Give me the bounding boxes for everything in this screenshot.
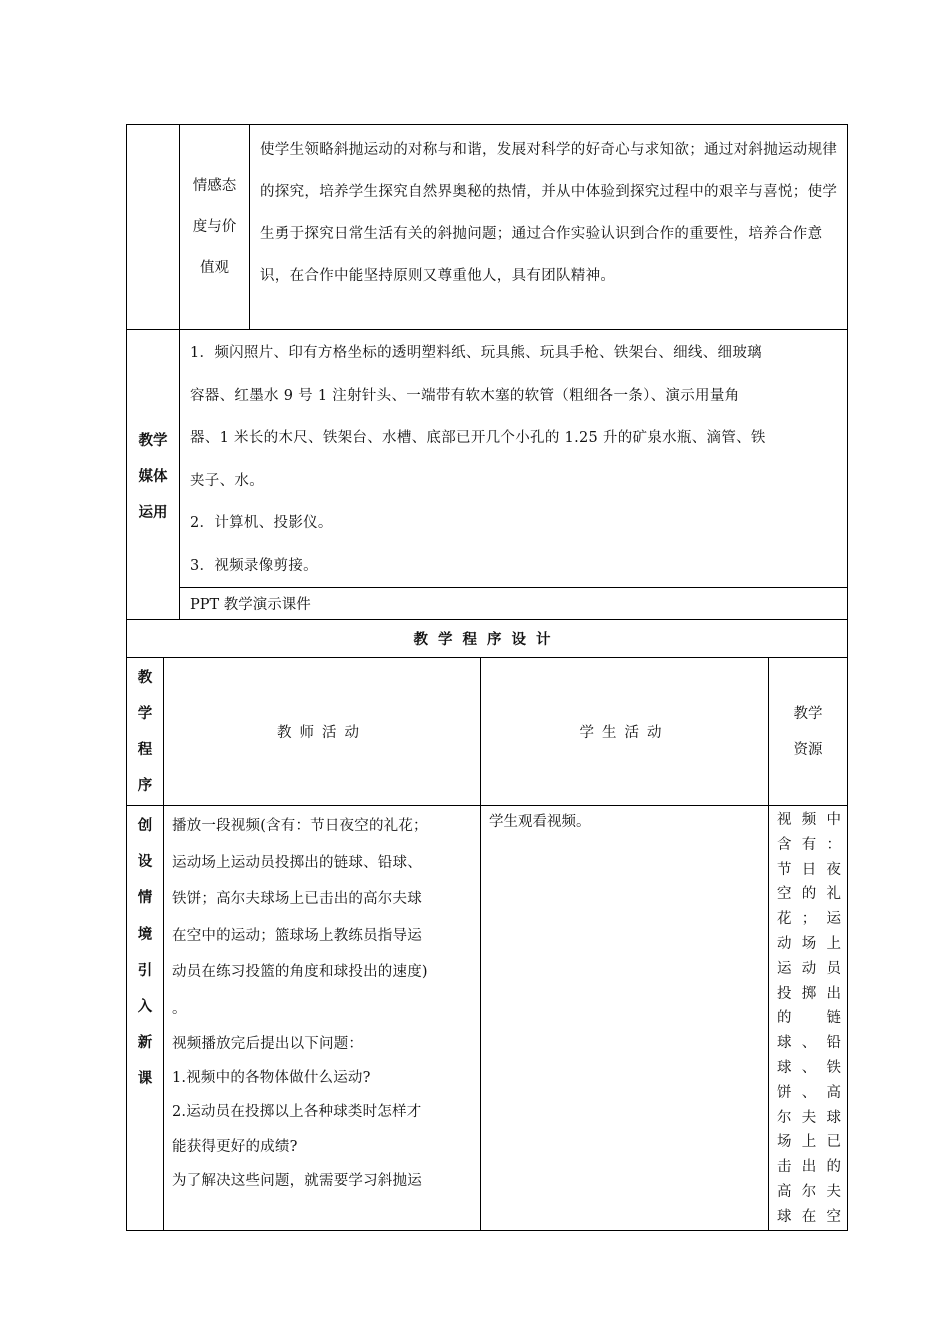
resource-line: 球、铅: [777, 1035, 841, 1052]
resource-line: 节日夜: [777, 861, 841, 878]
stage-char: 引: [137, 961, 153, 979]
resource-line: 视频中: [777, 812, 841, 828]
stage-char: 设: [137, 853, 153, 871]
sub-label-line: 度与价: [192, 218, 237, 235]
teacher-line: 在空中的运动；篮球场上教练员指导运: [172, 927, 422, 944]
header-program-char: 程: [137, 740, 153, 758]
resource-line: 动场上: [777, 935, 841, 952]
teacher-line: 铁饼；高尔夫球场上已击出的高尔夫球: [172, 891, 422, 907]
resource-line: 花；运: [777, 911, 841, 928]
resource-line: 击出的: [777, 1159, 841, 1176]
resource-cell: [769, 806, 848, 1231]
resource-line: 的 链: [777, 1010, 841, 1027]
header-program-char: 序: [137, 776, 153, 794]
resource-line: 饼、高: [777, 1084, 841, 1101]
stage-char: 境: [137, 925, 153, 943]
emotion-values-text: 使学生领略斜抛运动的对称与和谐，发展对科学的好奇心与求知欲；通过对斜抛运动规律的探究，培养学生探究自然界奥秘的热情，并从中体验到探究过程中的艰辛与喜悦；使学生勇于探究日常生活有关的斜抛问题；通过合作实验认识到合作的重要性，培养合作意识，在合作中能坚持原则又尊重他人，具有团队精神。: [260, 142, 838, 284]
header-student-activity: 学生活动: [481, 658, 769, 806]
teacher-line: 2.运动员在投掷以上各种球类时怎样才: [172, 1104, 422, 1120]
resource-line: 场上已: [777, 1134, 841, 1151]
media-list-cell: [180, 330, 848, 588]
resource-line: 高尔夫: [777, 1183, 841, 1200]
ppt-text: PPT 教学演示课件: [190, 597, 311, 613]
row-program-header: [127, 658, 848, 806]
program-title: 教学程序设计: [127, 620, 848, 658]
sub-label-line: 值观: [200, 259, 229, 276]
media-line: 器、1 米长的木尺、铁架台、水槽、底部已开几个小孔的 1.25 升的矿泉水瓶、滴管、铁: [190, 430, 766, 446]
stage-label: [127, 806, 164, 1231]
teacher-line: 1.视频中的各物体做什么运动?: [172, 1070, 371, 1086]
sub-label-line: 情感态: [192, 177, 237, 194]
media-label-line: 媒体: [138, 467, 168, 485]
row-teaching-media: [127, 330, 848, 588]
media-line: 1．频闪照片、印有方格坐标的透明塑料纸、玩具熊、玩具手枪、铁架台、细线、细玻璃: [190, 345, 762, 361]
media-line: 2．计算机、投影仪。: [190, 515, 333, 531]
resource-line: 球、铁: [777, 1059, 841, 1076]
teacher-line: 为了解决这些问题，就需要学习斜抛运: [172, 1173, 422, 1189]
resource-line: 投掷出: [777, 985, 841, 1002]
teacher-line: 动员在练习投篮的角度和球投出的速度): [172, 964, 428, 980]
header-program-char: 学: [137, 704, 153, 722]
row-emotion-values: [127, 125, 848, 330]
lesson-plan-table: [126, 124, 848, 1231]
resource-line: 尔夫球: [777, 1109, 841, 1126]
teacher-line: 运动场上运动员投掷出的链球、铅球、: [172, 854, 422, 871]
empty-category-cell: [127, 125, 180, 330]
header-resource: [769, 658, 848, 806]
resource-line: 含有：: [777, 836, 841, 853]
teacher-line: 视频播放完后提出以下问题：: [172, 1036, 364, 1052]
media-line: 夹子、水。: [190, 472, 264, 489]
student-activity-cell: [481, 806, 769, 1231]
teacher-activity-cell: [164, 806, 481, 1231]
resource-line: 球在空: [777, 1208, 841, 1225]
ppt-cell: [180, 588, 848, 620]
stage-char: 新: [137, 1034, 153, 1052]
stage-char: 创: [137, 817, 153, 834]
teacher-line: 。: [172, 1000, 187, 1017]
media-label-line: 教学: [138, 431, 168, 449]
media-line: 容器、红墨水 9 号 1 注射针头、一端带有软木塞的软管（粗细各一条）、演示用量角: [190, 387, 740, 404]
stage-char: 课: [137, 1070, 153, 1088]
header-teacher-activity: 教师活动: [164, 658, 481, 806]
media-label-cell: [127, 330, 180, 620]
resource-line: 运动员: [777, 960, 841, 977]
header-program: [127, 658, 164, 806]
teacher-line: 播放一段视频(含有：节日夜空的礼花；: [172, 818, 428, 834]
student-activity-text: 学生观看视频。: [489, 814, 591, 830]
resource-line: 空的礼: [777, 886, 841, 903]
stage-char: 入: [137, 998, 153, 1016]
header-resource-line: 教学: [793, 705, 823, 722]
row-ppt: [127, 588, 848, 620]
stage-char: 情: [137, 889, 153, 907]
emotion-values-text-cell: [250, 125, 848, 330]
sub-category-label: [180, 125, 250, 330]
header-resource-line: 资源: [793, 741, 823, 758]
row-create-situation: [127, 806, 848, 1231]
teacher-line: 能获得更好的成绩?: [172, 1139, 298, 1155]
media-label-line: 运用: [138, 503, 168, 521]
header-program-char: 教: [137, 668, 153, 686]
row-program-title: [127, 620, 848, 658]
media-line: 3．视频录像剪接。: [190, 557, 318, 574]
